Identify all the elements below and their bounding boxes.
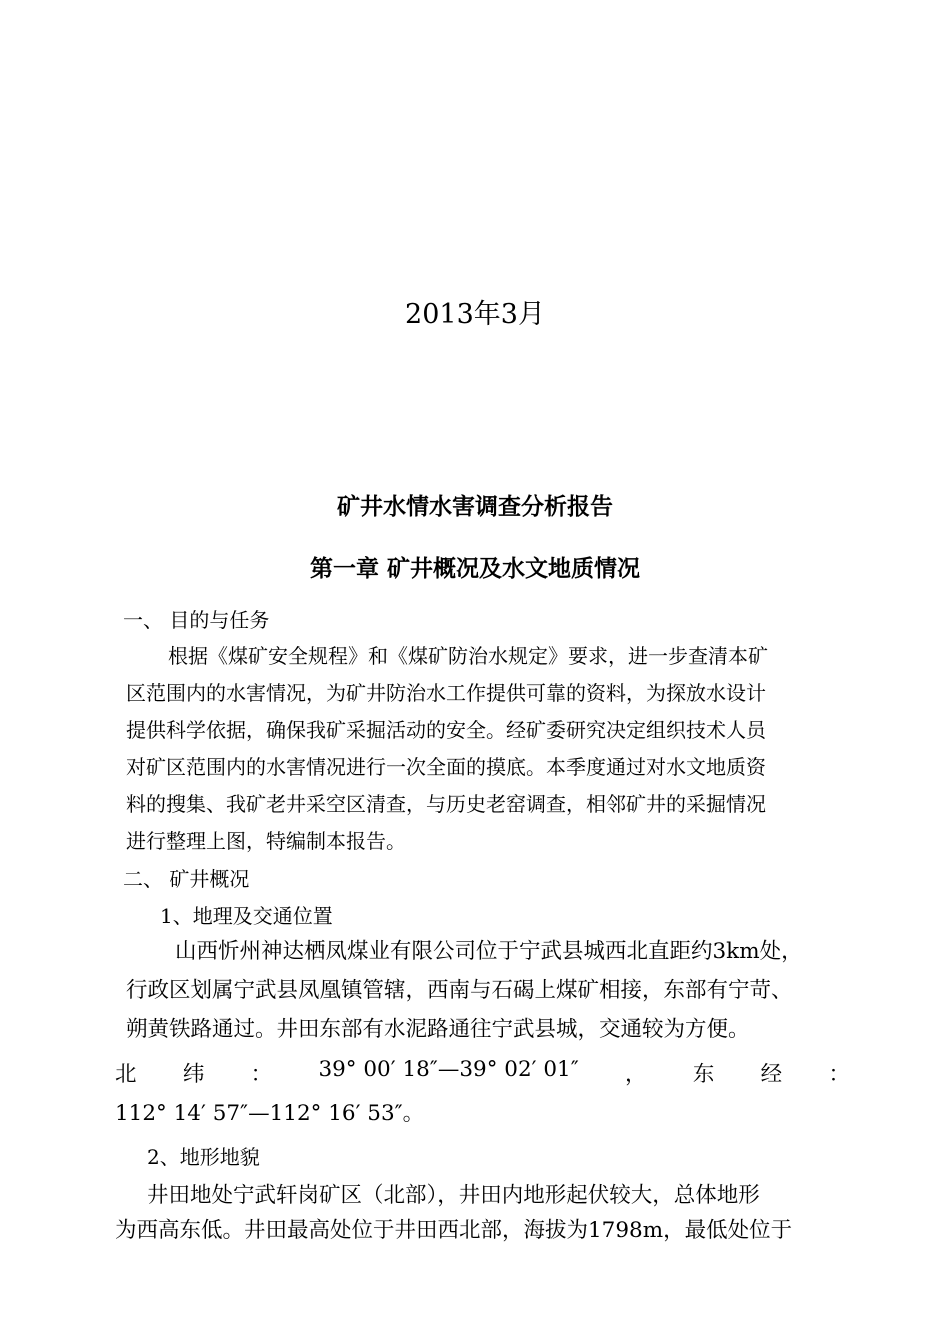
coord-token: 纬 [182, 1062, 205, 1087]
chapter-title: 第一章 矿井概况及水文地质情况 [309, 556, 640, 582]
section1-heading: 一、 目的与任务 [123, 608, 270, 632]
subsection-heading: 1、地理及交通位置 [160, 904, 333, 928]
paragraph-line: 料的搜集、我矿老井采空区清查，与历史老窑调查，相邻矿井的采掘情况 [126, 792, 766, 816]
coord-token: ： [828, 1062, 850, 1087]
coord-token: 北 [115, 1062, 137, 1087]
paragraph-line: 行政区划属宁武县凤凰镇管辖，西南与石碣上煤矿相接，东部有宁苛、 [126, 978, 793, 1003]
coordinate-line [115, 1057, 850, 1088]
coord-token: ， [625, 1062, 647, 1087]
coord-token: 东 [692, 1062, 715, 1087]
report-date: 2013年3月 [405, 299, 545, 330]
paragraph-line: 井田地处宁武轩岗矿区（北部），井田内地形起伏较大，总体地形 [147, 1183, 760, 1208]
paragraph-line: 根据《煤矿安全规程》和《煤矿防治水规定》要求，进一步查清本矿 [168, 644, 768, 668]
paragraph-line: 山西忻州神达栖凤煤业有限公司位于宁武县城西北直距约3km处， [175, 939, 803, 964]
paragraph-line: 朔黄铁路通过。井田东部有水泥路通往宁武县城，交通较为方便。 [126, 1017, 750, 1042]
longitude-range: 112° 14′ 57″—112° 16′ 53″。 [115, 1101, 425, 1126]
report-title: 矿井水情水害调查分析报告 [337, 494, 613, 520]
paragraph-line: 区范围内的水害情况，为矿井防治水工作提供可靠的资料，为探放水设计 [126, 681, 766, 705]
paragraph-line: 进行整理上图，特编制本报告。 [126, 829, 406, 853]
coord-token: 经 [760, 1062, 783, 1087]
subsection-heading: 2、地形地貌 [147, 1145, 260, 1169]
paragraph-line: 提供科学依据，确保我矿采掘活动的安全。经矿委研究决定组织技术人员 [126, 718, 766, 742]
section2-heading: 二、 矿井概况 [123, 867, 250, 891]
coord-token: ： [250, 1062, 273, 1087]
paragraph-line: 对矿区范围内的水害情况进行一次全面的摸底。本季度通过对水文地质资 [126, 755, 766, 779]
paragraph-line: 为西高东低。井田最高处位于井田西北部，海拔为1798m，最低处位于 [115, 1218, 793, 1243]
latitude-range: 39° 00′ 18″—39° 02′ 01″ [318, 1057, 579, 1082]
